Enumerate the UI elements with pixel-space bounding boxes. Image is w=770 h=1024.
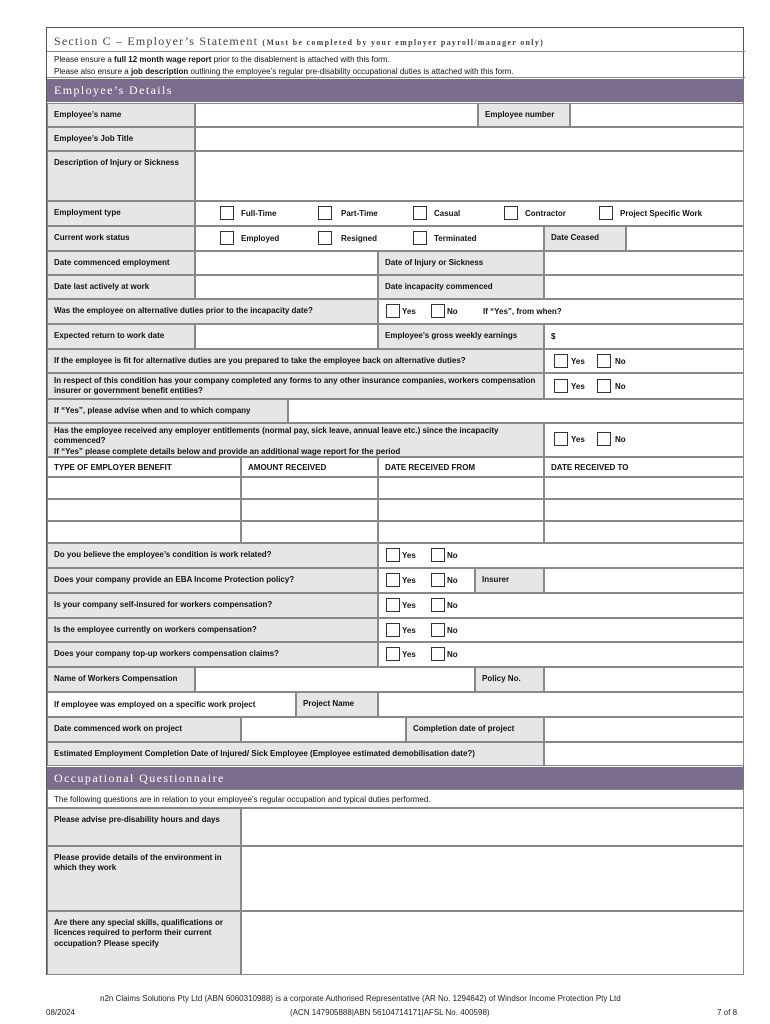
eba-no-label: No <box>447 576 458 585</box>
alt-duties-no-checkbox[interactable] <box>431 304 445 318</box>
employee-number-label: Employee number <box>478 103 570 127</box>
alt-duties-yes-label: Yes <box>402 307 416 316</box>
full-time-label: Full-Time <box>241 209 277 218</box>
fit-alt-yes-label: Yes <box>571 357 585 366</box>
completion-date-label: Completion date of project <box>406 717 544 742</box>
completion-date-field[interactable] <box>544 717 744 742</box>
employee-name-field[interactable] <box>195 103 478 127</box>
date-commenced-label: Date commenced employment <box>47 251 195 275</box>
environment-field[interactable] <box>241 846 744 911</box>
fit-alt-yes-checkbox[interactable] <box>554 354 568 368</box>
other-insurance-yes-label: Yes <box>571 382 585 391</box>
work-related-no-checkbox[interactable] <box>431 548 445 562</box>
entitlements-yes-checkbox[interactable] <box>554 432 568 446</box>
instruction-2-bold: job description <box>130 67 189 76</box>
workers-comp-name-label: Name of Workers Compensation <box>47 667 195 692</box>
entitlements-yes-label: Yes <box>571 435 585 444</box>
on-workers-comp-no-checkbox[interactable] <box>431 623 445 637</box>
on-workers-comp-question: Is the employee currently on workers compensation? <box>47 618 378 642</box>
date-last-work-field[interactable] <box>195 275 378 299</box>
date-incapacity-field[interactable] <box>544 275 744 299</box>
casual-checkbox[interactable] <box>413 206 427 220</box>
advise-when-label: If “Yes”, please advise when and to which company <box>47 399 288 423</box>
injury-description-field[interactable] <box>195 151 744 201</box>
resigned-checkbox[interactable] <box>318 231 332 245</box>
entitlements-question-text: Has the employee received any employer entitlements (normal pay, sick leave, annual leave etc.) since the incapacity commenced? <box>54 426 499 446</box>
other-insurance-yes-checkbox[interactable] <box>554 379 568 393</box>
fit-alt-duties-question: If the employee is fit for alternative duties are you prepared to take the employee back on alternative duties? <box>47 349 544 373</box>
currency-symbol: $ <box>551 332 556 341</box>
benefit-row-2-from[interactable] <box>378 499 544 521</box>
alt-duties-from-when: If “Yes”, from when? <box>483 307 562 316</box>
self-insured-yes-label: Yes <box>402 601 416 610</box>
footer-line-1: n2n Claims Solutions Pty Ltd (ABN 6060310988) is a corporate Authorised Representative (AR No. 1294642) of Windsor Income Protection Pty Ltd <box>100 994 621 1003</box>
insurer-label: Insurer <box>475 568 544 593</box>
skills-field[interactable] <box>241 911 744 975</box>
amount-received-header: AMOUNT RECEIVED <box>241 457 378 477</box>
footer-page-number: 7 of 8 <box>717 1008 738 1017</box>
employed-label: Employed <box>241 234 280 243</box>
date-received-to-header: DATE RECEIVED TO <box>544 457 744 477</box>
section-title-text: Section C – Employer’s Statement <box>54 34 259 48</box>
instruction-2-post: outlining the employee’s regular pre-disability occupational duties is attached with this form. <box>188 67 514 76</box>
eba-yes-label: Yes <box>402 576 416 585</box>
part-time-checkbox[interactable] <box>318 206 332 220</box>
gross-earnings-field[interactable] <box>544 324 744 349</box>
self-insured-no-checkbox[interactable] <box>431 598 445 612</box>
full-time-checkbox[interactable] <box>220 206 234 220</box>
benefit-row-2-to[interactable] <box>544 499 744 521</box>
estimated-completion-field[interactable] <box>544 742 744 766</box>
date-commenced-field[interactable] <box>195 251 378 275</box>
environment-label: Please provide details of the environment in which they work <box>47 846 241 911</box>
date-injury-label: Date of Injury or Sickness <box>378 251 544 275</box>
terminated-label: Terminated <box>434 234 477 243</box>
employee-details-header: Employee’s Details <box>47 79 744 102</box>
instructions <box>47 52 745 78</box>
employment-type-label: Employment type <box>47 201 195 226</box>
project-specific-label: Project Specific Work <box>620 209 703 218</box>
employee-number-field[interactable] <box>570 103 744 127</box>
work-related-question: Do you believe the employee’s condition is work related? <box>47 543 378 568</box>
job-title-field[interactable] <box>195 127 744 151</box>
workers-comp-name-field[interactable] <box>195 667 475 692</box>
estimated-completion-label: Estimated Employment Completion Date of Injured/ Sick Employee (Employee estimated demobilisation date?) <box>47 742 544 766</box>
specific-project-label: If employee was employed on a specific work project <box>47 692 296 717</box>
part-time-label: Part-Time <box>341 209 378 218</box>
entitlements-question <box>47 423 544 457</box>
resigned-label: Resigned <box>341 234 378 243</box>
top-up-no-label: No <box>447 650 458 659</box>
entitlements-no-label: No <box>615 435 626 444</box>
self-insured-question: Is your company self-insured for workers compensation? <box>47 593 378 618</box>
footer-date: 08/2024 <box>46 1008 75 1017</box>
benefit-row-3-to[interactable] <box>544 521 744 543</box>
job-title-label: Employee’s Job Title <box>47 127 195 151</box>
benefit-row-1-to[interactable] <box>544 477 744 499</box>
work-related-yes-label: Yes <box>402 551 416 560</box>
on-workers-comp-yes-checkbox[interactable] <box>386 623 400 637</box>
on-workers-comp-no-label: No <box>447 626 458 635</box>
top-up-no-checkbox[interactable] <box>431 647 445 661</box>
hours-label: Please advise pre-disability hours and days <box>47 808 241 846</box>
instruction-2-pre: Please also ensure a <box>54 67 131 76</box>
work-status-label: Current work status <box>47 226 195 251</box>
fit-alt-no-label: No <box>615 357 626 366</box>
date-received-from-header: DATE RECEIVED FROM <box>378 457 544 477</box>
project-name-field[interactable] <box>378 692 744 717</box>
on-workers-comp-yes-label: Yes <box>402 626 416 635</box>
expected-return-field[interactable] <box>195 324 378 349</box>
contractor-checkbox[interactable] <box>504 206 518 220</box>
instruction-1-post: prior to the disablement is attached with this form. <box>211 55 390 64</box>
employer-statement-form <box>46 27 744 975</box>
alt-duties-no-label: No <box>447 307 458 316</box>
instruction-1-bold: full 12 month wage report <box>114 55 212 64</box>
top-up-question: Does your company top-up workers compensation claims? <box>47 642 378 667</box>
other-insurance-no-checkbox[interactable] <box>597 379 611 393</box>
self-insured-yes-checkbox[interactable] <box>386 598 400 612</box>
date-ceased-field[interactable] <box>626 226 744 251</box>
section-subtitle: (Must be completed by your employer payroll/manager only) <box>262 38 545 47</box>
benefit-row-1-from[interactable] <box>378 477 544 499</box>
policy-no-label: Policy No. <box>475 667 544 692</box>
eba-question: Does your company provide an EBA Income Protection policy? <box>47 568 378 593</box>
insurer-field[interactable] <box>544 568 744 593</box>
benefit-row-3-from[interactable] <box>378 521 544 543</box>
instruction-line-2 <box>54 66 738 78</box>
footer-line-2: (ACN 147905888|ABN 56104714171|AFSL No. 400598) <box>290 1008 490 1017</box>
benefit-row-1-type[interactable] <box>47 477 241 499</box>
benefit-row-3-type[interactable] <box>47 521 241 543</box>
benefit-row-1-amount[interactable] <box>241 477 378 499</box>
benefit-row-2-amount[interactable] <box>241 499 378 521</box>
eba-yes-checkbox[interactable] <box>386 573 400 587</box>
work-related-no-label: No <box>447 551 458 560</box>
benefit-row-2-type[interactable] <box>47 499 241 521</box>
other-insurance-question: In respect of this condition has your company completed any forms to any other insurance companies, workers compensation insurer or government benefit entities? <box>47 373 544 399</box>
date-ceased-label: Date Ceased <box>544 226 626 251</box>
self-insured-no-label: No <box>447 601 458 610</box>
project-specific-checkbox[interactable] <box>599 206 613 220</box>
alt-duties-question: Was the employee on alternative duties prior to the incapacity date? <box>47 299 378 324</box>
instruction-line-1 <box>54 54 738 66</box>
contractor-label: Contractor <box>525 209 566 218</box>
section-title <box>47 28 745 52</box>
hours-field[interactable] <box>241 808 744 846</box>
date-commenced-project-label: Date commenced work on project <box>47 717 241 742</box>
gross-earnings-label: Employee’s gross weekly earnings <box>378 324 544 349</box>
top-up-yes-label: Yes <box>402 650 416 659</box>
occupational-header: Occupational Questionnaire <box>47 767 744 789</box>
entitlements-note: If “Yes” please complete details below and provide an additional wage report for the period <box>54 446 401 456</box>
casual-label: Casual <box>434 209 461 218</box>
eba-no-checkbox[interactable] <box>431 573 445 587</box>
entitlements-no-checkbox[interactable] <box>597 432 611 446</box>
injury-description-label: Description of Injury or Sickness <box>47 151 195 201</box>
fit-alt-no-checkbox[interactable] <box>597 354 611 368</box>
skills-label: Are there any special skills, qualifications or licences required to perform their current occupation? Please specify <box>47 911 241 975</box>
benefit-type-header: TYPE OF EMPLOYER BENEFIT <box>47 457 241 477</box>
alt-duties-yes-checkbox[interactable] <box>386 304 400 318</box>
policy-no-field[interactable] <box>544 667 744 692</box>
advise-when-field[interactable] <box>288 399 744 423</box>
expected-return-label: Expected return to work date <box>47 324 195 349</box>
other-insurance-no-label: No <box>615 382 626 391</box>
work-related-yes-checkbox[interactable] <box>386 548 400 562</box>
employee-name-label: Employee’s name <box>47 103 195 127</box>
date-injury-field[interactable] <box>544 251 744 275</box>
date-incapacity-label: Date incapacity commenced <box>378 275 544 299</box>
benefit-row-3-amount[interactable] <box>241 521 378 543</box>
date-last-work-label: Date last actively at work <box>47 275 195 299</box>
date-commenced-project-field[interactable] <box>241 717 406 742</box>
instruction-1-pre: Please ensure a <box>54 55 115 64</box>
terminated-checkbox[interactable] <box>413 231 427 245</box>
project-name-label: Project Name <box>296 692 378 717</box>
occupational-intro: The following questions are in relation to your employee’s regular occupation and typical duties performed. <box>47 789 744 808</box>
employed-checkbox[interactable] <box>220 231 234 245</box>
top-up-yes-checkbox[interactable] <box>386 647 400 661</box>
